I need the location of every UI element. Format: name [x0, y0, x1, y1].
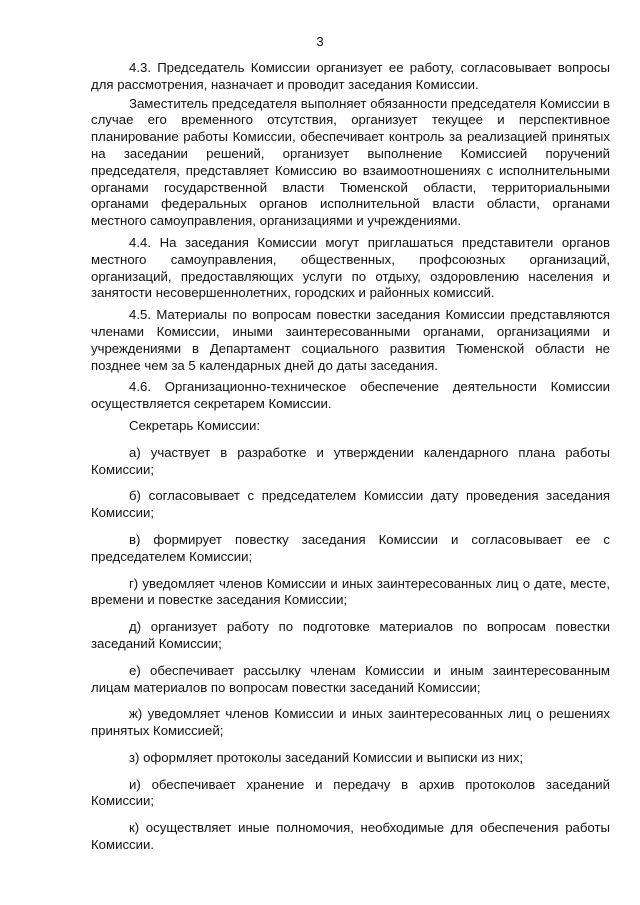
page-number: 3 [316, 34, 324, 49]
list-item-e: е) обеспечивает рассылку членам Комиссии и иным заинтересованным лицам материалов по вопросам повестки заседаний Комиссии; [91, 662, 610, 695]
list-item-v: в) формирует повестку заседания Комиссии и согласовывает ее с председателем Комиссии; [91, 531, 610, 564]
paragraph-deputy-chair: Заместитель председателя выполняет обязанности председателя Комиссии в случае его временного отсутствия, организует текущее и перспективное планирование работы Комиссии, обеспечивает контроль за реализацией принятых на заседании решений, организует выполнение Комиссией поручений председателя, представляет Комиссию во взаимоотношениях с исполнительными органами государственной власти Тюменской области, территориальными органами федеральных органов исполнительной власти области, органами местного самоуправления, организациями и учреждениями. [91, 95, 610, 229]
paragraph-4-3: 4.3. Председатель Комиссии организует ее работу, согласовывает вопросы для рассмотрения, назначает и проводит заседания Комиссии. [91, 60, 610, 92]
list-item-zh: ж) уведомляет членов Комиссии и иных заинтересованных лиц о решениях принятых Комиссией; [91, 706, 610, 739]
list-item-i: и) обеспечивает хранение и передачу в архив протоколов заседаний Комиссии; [91, 776, 610, 809]
document-body [91, 60, 610, 864]
list-item-d: д) организует работу по подготовке материалов по вопросам повестки заседаний Комиссии; [91, 619, 610, 651]
list-item-z: з) оформляет протоколы заседаний Комиссии и выписки из них; [129, 749, 524, 765]
paragraph-4-4: 4.4. На заседания Комиссии могут приглашаться представители органов местного самоуправления, общественных, профсоюзных организаций, организаций, предоставляющих услуги по отдыху, оздоровлению населения и занятости несовершеннолетних, городских и районных комиссий. [91, 234, 610, 301]
paragraph-4-6: 4.6. Организационно-техническое обеспечение деятельности Комиссии осуществляется секретарем Комиссии. [91, 379, 610, 412]
paragraph-secretary-heading: Секретарь Комиссии: [129, 417, 260, 433]
list-item-g: г) уведомляет членов Комиссии и иных заинтересованных лиц о дате, месте, времени и повестке заседания Комиссии; [91, 575, 610, 608]
list-item-a: а) участвует в разработке и утверждении календарного плана работы Комиссии; [91, 444, 610, 477]
paragraph-4-5: 4.5. Материалы по вопросам повестки заседания Комиссии представляются членами Комиссии, иными заинтересованными органами, организациями и учреждениями в Департамент социального развития Тюменской области не позднее чем за 5 календарных дней до даты заседания. [91, 307, 610, 373]
list-item-b: б) согласовывает с председателем Комиссии дату проведения заседания Комиссии; [91, 488, 610, 521]
list-item-k: к) осуществляет иные полномочия, необходимые для обеспечения работы Комиссии. [91, 820, 610, 853]
